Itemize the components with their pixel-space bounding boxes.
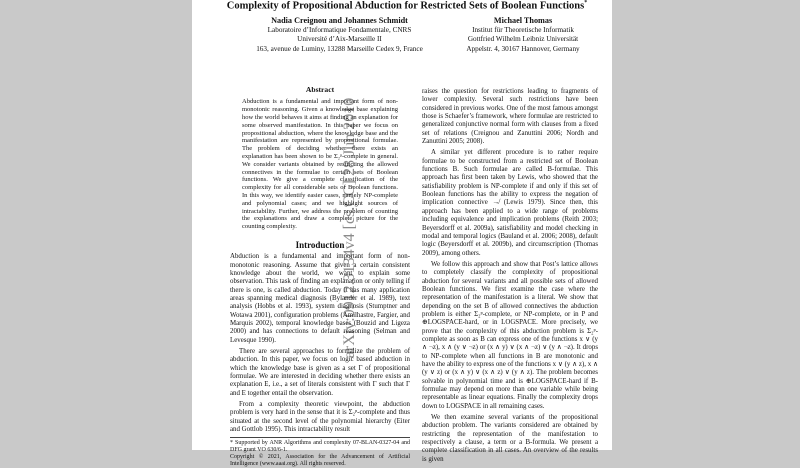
introduction-heading: Introduction: [295, 239, 345, 250]
affiliation-line: Appelstr. 4, 30167 Hannover, Germany: [466, 44, 580, 53]
paragraph: Abduction is a fundamental and important form of non-monotonic reasoning. Assume that given a certain consistent knowledge about the world, we want to explain some observation. This task of finding an explanation or only telling if there is one, is called abduction. Today it has many application areas spanning medical diagnosis (Bylander et al. 1989), text analysis (Hobbs et al. 1993), system diagnosis (Stumptner and Wotawa 2001), configuration problems (Amilhastre, Fargier, and Marquis 2002), temporal knowledge bases (Bouzid and Ligeza 2000) and has connections to default reasoning (Selman and Levesque 1990).: [230, 253, 410, 344]
right-column: [422, 88, 598, 467]
author-names-right: Michael Thomas: [493, 16, 553, 25]
paragraph: From a complexity theoretic viewpoint, the abduction problem is very hard in the sense that it is Σ₂ᵖ-complete and thus situated at the second level of the polynomial hierarchy (Eiter and Gottlob 1995). This intractability result: [230, 401, 410, 434]
footnote-copyright: Copyright © 2021, Association for the Advancement of Artificial Intelligence (www.aaai.org). All rights reserved.: [230, 454, 410, 468]
abstract-text: Abduction is a fundamental and important form of non-monotonic reasoning. Given a knowledge base explaining how the world behaves it aims at finding an explanation for some observed manifestation. In this paper we focus on propositional abduction, where the knowledge base and the manifestation are represented by propositional formulae. The problem of deciding whether there exists an explanation has been shown to be Σ₂ᵖ-complete in general. We consider variants obtained by restricting the allowed connectives in the formulae to certain sets of Boolean functions. We give a complete classification of the complexity for all considerable sets of Boolean functions. In this way, we identify easier cases, namely NP-complete and polynomial cases; and we highlight sources of intractability. Further, we address the problem of counting the explanations and draw a complete picture for the counting complexity.: [242, 98, 398, 231]
affiliation-line: 163, avenue de Luminy, 13288 Marseille Cedex 9, France: [256, 44, 423, 53]
affiliation-line: Université d’Aix-Marseille II: [297, 35, 382, 44]
affiliation-line: Gottfried Wilhelm Leibniz Universität: [467, 35, 579, 44]
abstract-heading: Abstract: [305, 85, 335, 94]
paragraph: There are several approaches to formalize the problem of abduction. In this paper, we focus on logic based abduction in which the knowledge base is given as a set Γ of propositional formulae. We are interested in deciding whether there exists an explanation E, i.e., a set of literals consistent with Γ such that Γ and E together entail the observation.: [230, 348, 410, 397]
affiliation-line: Laboratoire d’Informatique Fondamentale, CNRS: [267, 26, 412, 35]
paragraph: We follow this approach and show that Post’s lattice allows to completely classify the complexity of propositional abduction for several variants and all possible sets of allowed Boolean functions. We first examine the case where the representation of the manifestation is a literal. We show that depending on the set B of allowed connectives the abduction problem is either Σ₂ᵖ-complete, or NP-complete, or in P and ⊕LOGSPACE-hard, or in LOGSPACE. More precisely, we prove that the complexity of this abduction problem is Σ₂ᵖ-complete as soon as B can express one of the functions x ∨ (y ∧ ¬z), x ∧ (y ∨ ¬z) or (x ∧ y) ∨ (x ∧ ¬z) ∨ (y ∧ ¬z). It drops to NP-complete when all functions in B are monotonic and have the ability to express one of the functions x ∨ (y ∧ z), x ∧ (y ∨ z) or (x ∧ y) ∨ (x ∧ z) ∨ (y ∧ z). The problem becomes solvable in polynomial time and is ⊕LOGSPACE-hard if B-formulae may depend on more than one variable while being representable as linear equations. Finally the complexity drops down to LOGSPACE in all remaining cases.: [422, 260, 598, 410]
paragraph: A similar yet different procedure is to rather require formulae to be constructed from a restricted set of Boolean functions B. Such formulae are called B-formulae. This approach has first been taken by Lewis, who showed that the satisfiability problem is NP-complete if and only if this set of Boolean functions has the ability to express the negation of implication connective ↛ (Lewis 1979). Since then, this approach has been applied to a wide range of problems including equivalence and implication problems (Reith 2003; Beyersdorff et al. 2009a), satisfiability and model checking in modal and temporal logics (Bauland et al. 2006; 2008), default logic (Beyersdorff et al. 2009b), and circumscription (Thomas 2009), among others.: [422, 149, 598, 257]
author-names-left: Nadia Creignou and Johannes Schmidt: [271, 16, 408, 25]
arxiv-stamp[interactable]: arXiv:0912.3134v4 [cs.CC] 28 Jun 2010: [341, 97, 358, 359]
footnotes: [230, 437, 410, 468]
paragraph: raises the question for restrictions leading to fragments of lower complexity. Several such restrictions have been considered in previous works. One of the most famous amongst those is Schaefer’s framework, where formulae are restricted to generalized conjunctive normal form with clauses from a fixed set of relations (Creignou and Zanuttini 2006; Nordh and Zanuttini 2005; 2008).: [422, 88, 598, 146]
footnote-funding: * Supported by ANR Algorithms and complexity 07-BLAN-0327-04 and DFG grant VO 630/6-1.: [230, 440, 410, 454]
paper-page: [192, 0, 612, 468]
affiliation-line: Institut für Theoretische Informatik: [472, 26, 574, 35]
left-column: [230, 86, 410, 468]
title-footnote-mark: *: [584, 0, 588, 6]
authors-left: [232, 16, 447, 54]
paper-title: Complexity of Propositional Abduction for Restricted Sets of Boolean Functions*: [226, 0, 588, 12]
paragraph: We then examine several variants of the propositional abduction problem. The variants considered are obtained by restricting the representation of the manifestation to respectively a clause, a term or a B-formula. We present a complete classification in all cases. An overview of the results is given: [422, 414, 598, 463]
authors-right: [448, 16, 598, 54]
